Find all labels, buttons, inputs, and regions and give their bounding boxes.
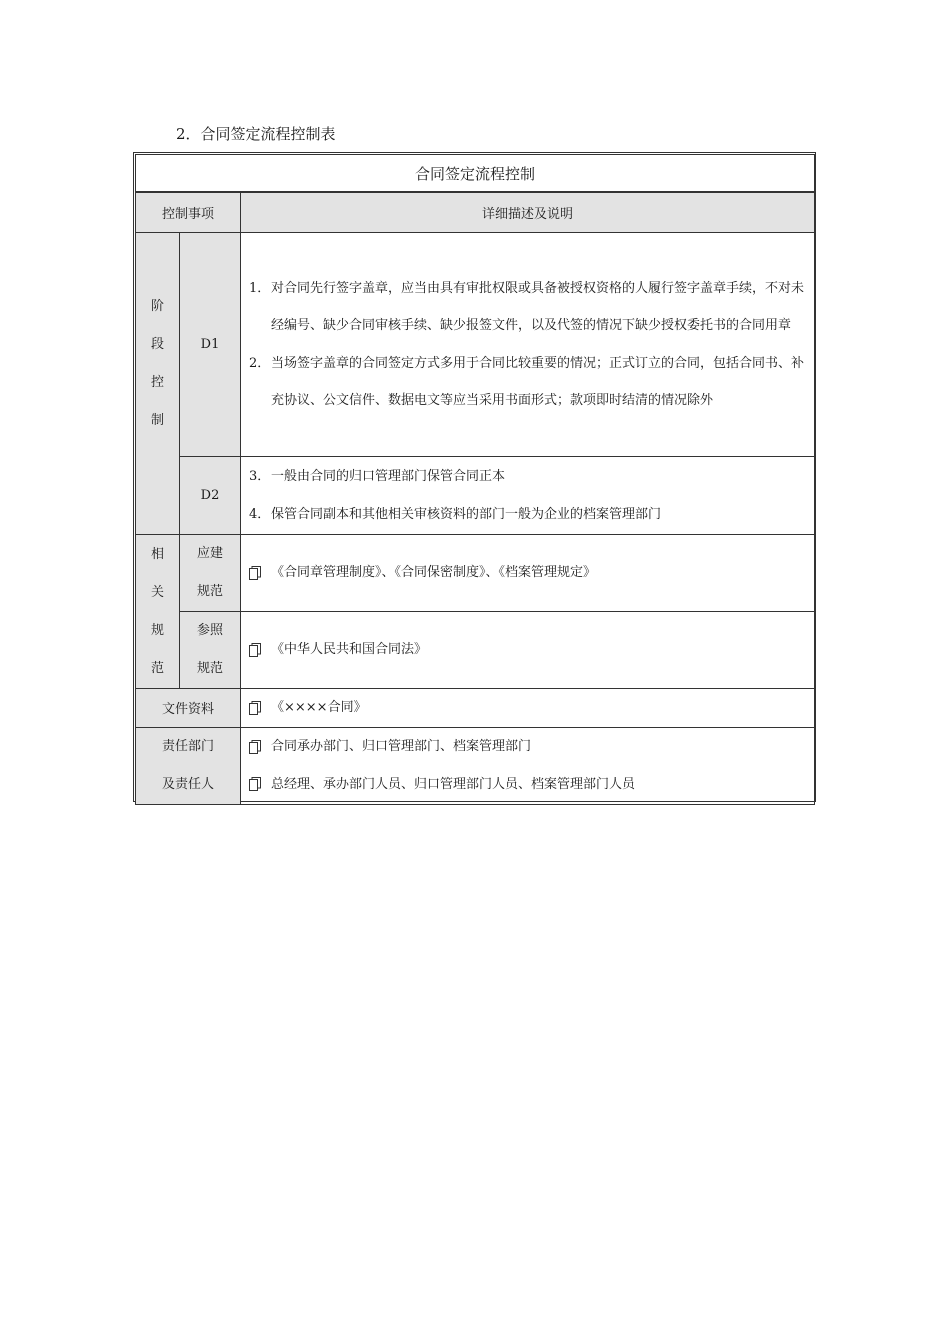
item-number: 2． xyxy=(249,355,271,371)
item-number: 3． xyxy=(249,469,271,484)
d1-description xyxy=(241,233,815,457)
item-number: 1． xyxy=(249,280,271,296)
label-line: 应建 xyxy=(196,546,223,561)
reference-norms-cell xyxy=(241,612,815,689)
document-icon xyxy=(249,740,261,754)
item-number: 4． xyxy=(249,506,271,522)
norms-text: 《合同章管理制度》、《合同保密制度》、《档案管理规定》 xyxy=(271,565,597,581)
list-item xyxy=(249,554,804,592)
stage-control-char: 段 xyxy=(150,336,164,352)
stage-control-char: 控 xyxy=(150,374,164,390)
list-item xyxy=(249,631,804,669)
d2-description xyxy=(241,457,815,535)
label-line: 及责任人 xyxy=(161,776,214,792)
list-item xyxy=(249,766,804,804)
section-heading: 2．合同签定流程控制表 xyxy=(176,125,336,143)
header-description: 详细描述及说明 xyxy=(241,192,815,233)
item-text: 保管合同副本和其他相关审核资料的部门一般为企业的档案管理部门 xyxy=(271,506,662,522)
related-norms-char: 相 xyxy=(150,546,164,562)
item-text: 当场签字盖章的合同签定方式多用于合同比较重要的情况；正式订立的合同，包括合同书、补充协议、公文信件、数据电文等应当采用书面形式；款项即时结清的情况除外 xyxy=(271,355,805,408)
should-build-norms-label xyxy=(180,535,241,612)
item-text: 对合同先行签字盖章，应当由具有审批权限或具备被授权资格的人履行签字盖章手续，不对未经编号、缺少合同审核手续、缺少报签文件，以及代签的情况下缺少授权委托书的合同用章 xyxy=(271,280,805,333)
list-item xyxy=(249,458,804,496)
responsibility-label xyxy=(136,727,241,804)
norms-text: 《中华人民共和国合同法》 xyxy=(271,642,428,658)
related-norms-label xyxy=(136,535,180,689)
document-icon xyxy=(249,566,261,580)
documents-text: 《××××合同》 xyxy=(271,700,367,715)
should-build-norms-cell xyxy=(241,535,815,612)
list-item xyxy=(249,345,804,420)
list-item xyxy=(249,689,804,727)
label-line: 规范 xyxy=(196,584,223,599)
related-norms-char: 关 xyxy=(150,584,164,600)
stage-control-char: 制 xyxy=(150,412,164,428)
document-icon xyxy=(249,777,261,791)
item-text: 一般由合同的归口管理部门保管合同正本 xyxy=(271,469,506,484)
list-item xyxy=(249,496,804,534)
related-norms-char: 范 xyxy=(150,660,164,676)
label-line: 责任部门 xyxy=(161,738,214,754)
responsibility-text: 总经理、承办部门人员、归口管理部门人员、档案管理部门人员 xyxy=(271,776,636,792)
document-icon xyxy=(249,701,261,715)
reference-norms-label xyxy=(180,612,241,689)
list-item xyxy=(249,270,804,345)
d2-code: D2 xyxy=(180,457,241,535)
stage-control-label xyxy=(136,233,180,535)
responsibility-text: 合同承办部门、归口管理部门、档案管理部门 xyxy=(271,739,532,754)
contract-signing-control-table xyxy=(135,154,815,805)
documents-cell xyxy=(241,689,815,728)
table-title: 合同签定流程控制 xyxy=(136,155,815,193)
header-control-item: 控制事项 xyxy=(136,192,241,233)
stage-control-char: 阶 xyxy=(150,298,164,314)
documents-label: 文件资料 xyxy=(136,689,241,728)
label-line: 规范 xyxy=(196,661,223,676)
related-norms-char: 规 xyxy=(150,622,164,638)
responsibility-cell xyxy=(241,727,815,804)
d1-code: D1 xyxy=(180,233,241,457)
label-line: 参照 xyxy=(196,623,223,638)
document-icon xyxy=(249,643,261,657)
list-item xyxy=(249,728,804,766)
